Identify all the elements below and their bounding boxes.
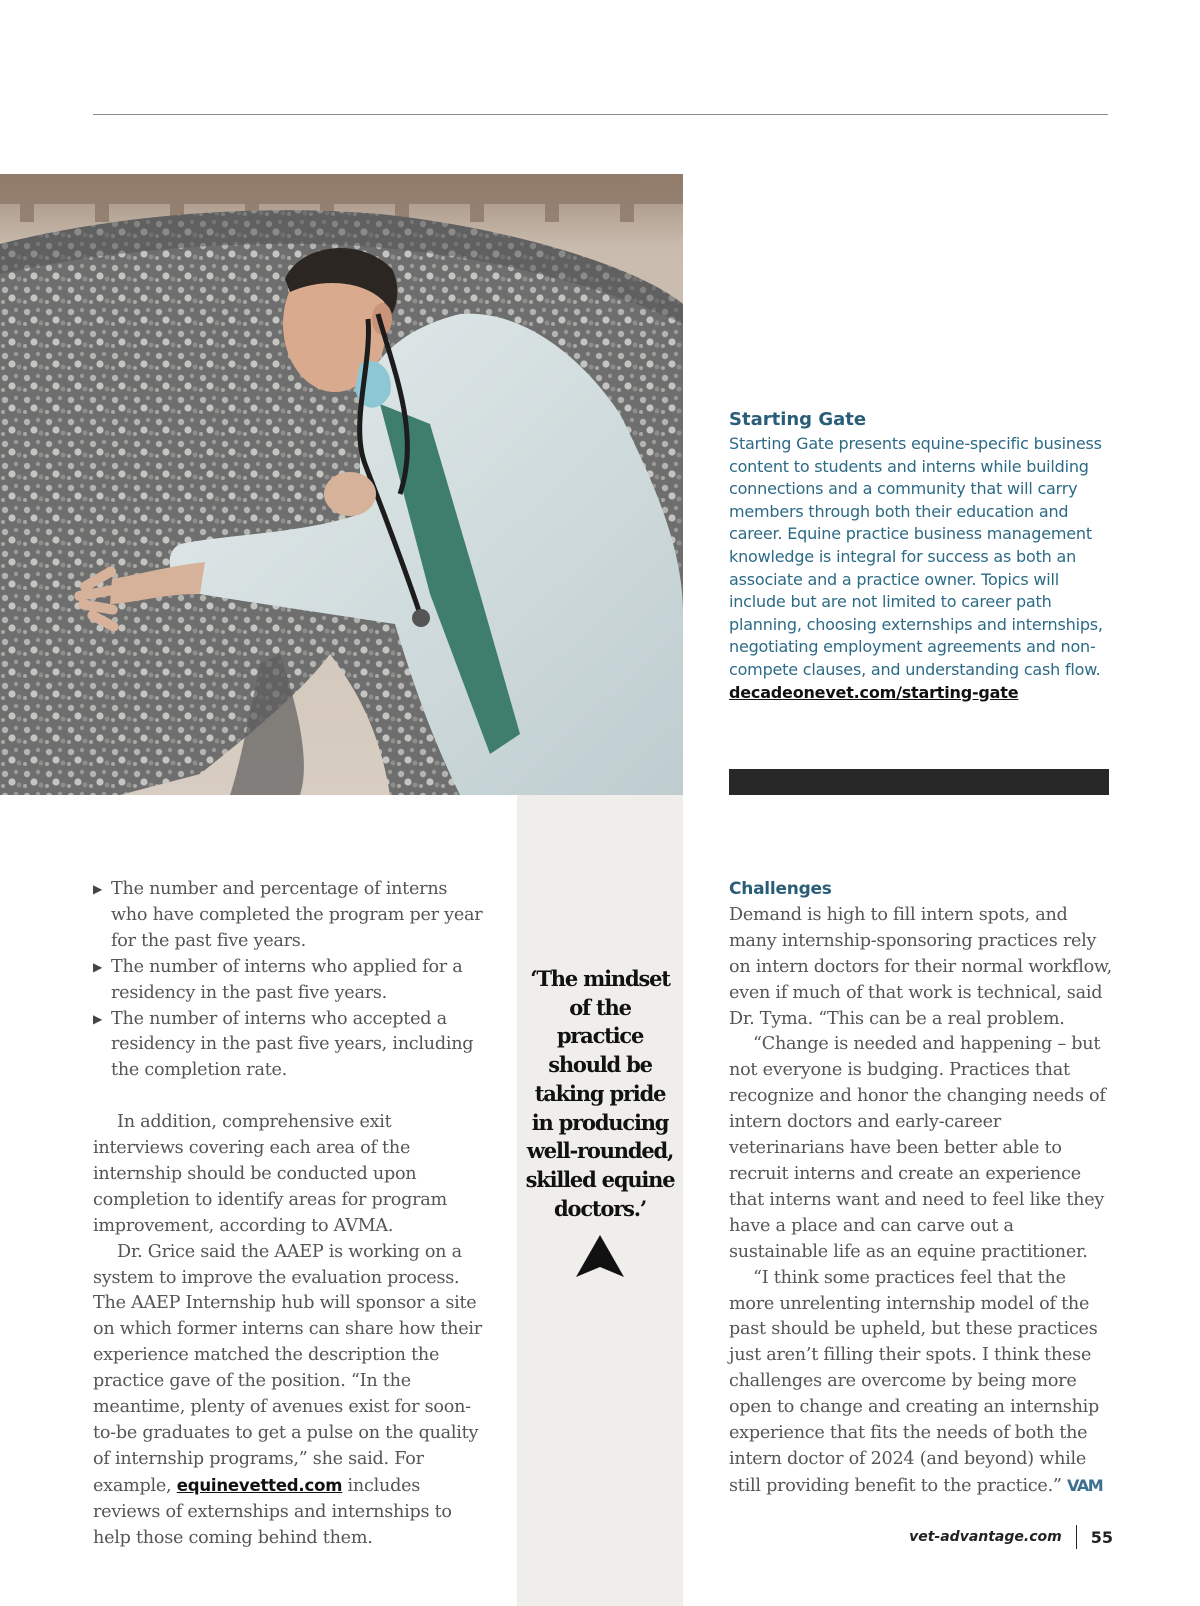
pull-quote-line: well-rounded, (526, 1138, 674, 1164)
pull-quote-line: should be (548, 1052, 652, 1078)
triangle-bullet-icon: ▶ (93, 1011, 102, 1026)
equinevetted-link[interactable]: equinevetted.com (176, 1475, 343, 1495)
page-footer (909, 1525, 1113, 1549)
list-item-text: The number of interns who applied for a residency in the past five years. (111, 956, 463, 1003)
footer-divider (1076, 1525, 1077, 1549)
starting-gate-sidebar (729, 409, 1111, 702)
right-column (729, 877, 1114, 1500)
triangle-bullet-icon: ▶ (93, 882, 102, 896)
left-column (93, 877, 483, 1552)
paragraph: In addition, comprehensive exit interviews covering each area of the internship should be conducted upon completion to identify areas for program improvement, according to AVMA. (93, 1112, 447, 1236)
pull-quote-column (517, 795, 683, 1606)
paragraph-gap (93, 1084, 483, 1110)
sidebar-title: Starting Gate (729, 409, 867, 430)
sidebar-body: Starting Gate presents equine-specific business content to students and interns while building connections and a community that will carry members through both their education and career. Equine practice business management knowledge is integral for success as both an associate and a practice owner. Topics will include but are not limited to career path planning, choosing externships and internships, negotiating employment agreements and non-compete clauses, and understanding cash flow. (729, 434, 1103, 679)
list-item-text: The number and percentage of interns who have completed the program per year for the past five years. (111, 879, 483, 951)
vam-logo-mark: VAM (1067, 1475, 1103, 1495)
paragraph-text: includes reviews of externships and internships to help those coming behind them. (93, 1475, 452, 1548)
pull-quote-line: of the (569, 994, 631, 1020)
paragraph: Demand is high to fill intern spots, and many internship-sponsoring practices rely on intern doctors for their normal workflow, even if much of that work is technical, said Dr. Tyma. “This can be a real problem. (729, 904, 1112, 1029)
list-item (93, 877, 483, 955)
sidebar-dark-bar (729, 769, 1109, 795)
arrow-up-icon (576, 1235, 624, 1277)
pull-quote (517, 965, 683, 1223)
paragraph (729, 1266, 1114, 1500)
pull-quote-line: ‘The mindset (530, 966, 670, 991)
pull-quote-line: taking pride (534, 1080, 666, 1106)
paragraph: “Change is needed and happening – but not everyone is budging. Practices that recognize and honor the changing needs of intern doctors and early-career veterinarians have been better able to recruit interns and create an experience that interns want and need to feel like they have a place and can carve out a sustainable life as an equine practitioner. (729, 1034, 1106, 1262)
top-rule (93, 114, 1108, 115)
footer-site: vet-advantage.com (909, 1529, 1062, 1545)
paragraph (93, 1240, 483, 1552)
pull-quote-line: in producing (531, 1109, 669, 1135)
starting-gate-link[interactable]: decadeonevet.com/starting-gate (729, 682, 1019, 702)
pull-quote-line: skilled equine (525, 1166, 675, 1192)
paragraph-text: Dr. Grice said the AAEP is working on a system to improve the evaluation process. The AAEP Internship hub will sponsor a site on which former interns can share how their experience matched the description the practice gave of the position. “In the meantime, plenty of avenues exist for soon-to-be graduates to get a pulse on the quality of internship programs,” she said. For example, (93, 1241, 482, 1496)
triangle-bullet-icon: ▶ (93, 959, 102, 974)
pull-quote-line: doctors.’ (554, 1195, 646, 1221)
list-item-text: The number of interns who accepted a residency in the past five years, including the completion rate. (111, 1008, 474, 1081)
paragraph-text: “I think some practices feel that the more unrelenting internship model of the past should be upheld, but these practices just aren’t filling their spots. I think these challenges are overcome by being more open to change and creating an internship experience that fits the needs of both the intern doctor of 2024 (and beyond) while still providing benefit to the practice.” (729, 1267, 1100, 1496)
bullet-list (93, 877, 483, 1084)
pull-quote-line: practice (556, 1023, 644, 1049)
section-heading: Challenges (729, 879, 832, 899)
list-item (93, 955, 483, 1007)
page-number: 55 (1090, 1527, 1113, 1547)
veterinarian-horse-photo (0, 174, 683, 795)
list-item (93, 1007, 483, 1085)
